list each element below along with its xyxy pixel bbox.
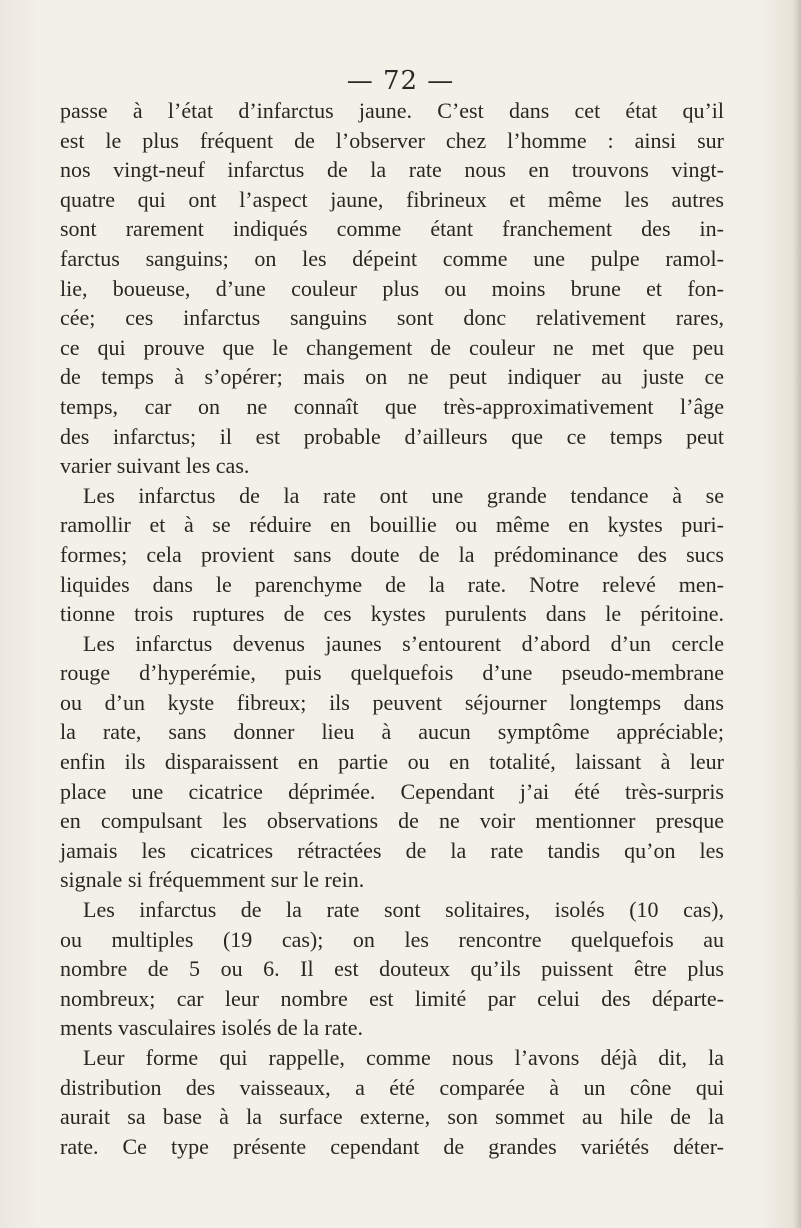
text-line: temps, car on ne connaît que très-approximativement l’âge: [60, 393, 724, 419]
text-line: tionne trois ruptures de ces kystes purulents dans le péritoine.: [60, 601, 724, 627]
text-line: nombreux; car leur nombre est limité par celui des départe-: [60, 985, 724, 1011]
text-line: lie, boueuse, d’une couleur plus ou moins brune et fon-: [60, 275, 724, 301]
text-line: passe à l’état d’infarctus jaune. C’est dans cet état qu’il: [60, 98, 724, 123]
page-number: — 72 —: [346, 66, 455, 96]
text-line: ramollir et à se réduire en bouillie ou même en kystes puri-: [60, 512, 724, 538]
text-line: en compulsant les observations de ne voir mentionner presque: [60, 808, 724, 834]
text-line: nombre de 5 ou 6. Il est douteux qu’ils puissent être plus: [60, 956, 724, 982]
text-line: de temps à s’opérer; mais on ne peut indiquer au juste ce: [60, 364, 724, 390]
text-line: Les infarctus de la rate ont une grande tendance à se: [83, 482, 724, 508]
text-line: distribution des vaisseaux, a été comparée à un cône qui: [60, 1074, 724, 1100]
text-line: formes; cela provient sans doute de la prédominance des sucs: [60, 541, 724, 567]
text-line: nos vingt-neuf infarctus de la rate nous en trouvons vingt-: [60, 157, 724, 183]
text-line: Leur forme qui rappelle, comme nous l’avons déjà dit, la: [83, 1045, 724, 1070]
text-line: est le plus fréquent de l’observer chez l’homme : ainsi sur: [60, 127, 724, 153]
text-line: sont rarement indiqués comme étant franchement des in-: [60, 216, 724, 242]
text-line: ou multiples (19 cas); on les rencontre quelquefois au: [60, 926, 724, 952]
text-line: cée; ces infarctus sanguins sont donc relativement rares,: [60, 305, 724, 331]
text-line: farctus sanguins; on les dépeint comme une pulpe ramol-: [60, 245, 724, 271]
text-line: des infarctus; il est probable d’ailleurs que ce temps peut: [60, 423, 724, 449]
text-line: aurait sa base à la surface externe, son sommet au hile de la: [60, 1104, 724, 1130]
text-line: ments vasculaires isolés de la rate.: [60, 1015, 364, 1041]
body-text: [60, 96, 724, 1161]
text-line: enfin ils disparaissent en partie ou en totalité, laissant à leur: [60, 749, 724, 775]
text-line: ou d’un kyste fibreux; ils peuvent séjourner longtemps dans: [60, 689, 724, 715]
text-line: rouge d’hyperémie, puis quelquefois d’une pseudo-membrane: [60, 660, 724, 686]
text-line: la rate, sans donner lieu à aucun symptôme appréciable;: [60, 719, 724, 745]
text-line: quatre qui ont l’aspect jaune, fibrineux et même les autres: [60, 186, 724, 212]
text-line: varier suivant les cas.: [60, 453, 250, 479]
text-line: rate. Ce type présente cependant de grandes variétés déter-: [60, 1133, 724, 1159]
text-line: ce qui prouve que le changement de couleur ne met que peu: [60, 334, 724, 360]
text-line: Les infarctus de la rate sont solitaires, isolés (10 cas),: [83, 897, 724, 923]
text-line: place une cicatrice déprimée. Cependant j’ai été très-surpris: [60, 778, 724, 804]
text-line: signale si fréquemment sur le rein.: [60, 867, 365, 893]
text-line: jamais les cicatrices rétractées de la rate tandis qu’on les: [60, 837, 724, 863]
page-edge-shadow: [793, 0, 801, 1228]
text-line: Les infarctus devenus jaunes s’entourent d’abord d’un cercle: [83, 630, 724, 656]
text-line: liquides dans le parenchyme de la rate. Notre relevé men-: [60, 571, 724, 597]
